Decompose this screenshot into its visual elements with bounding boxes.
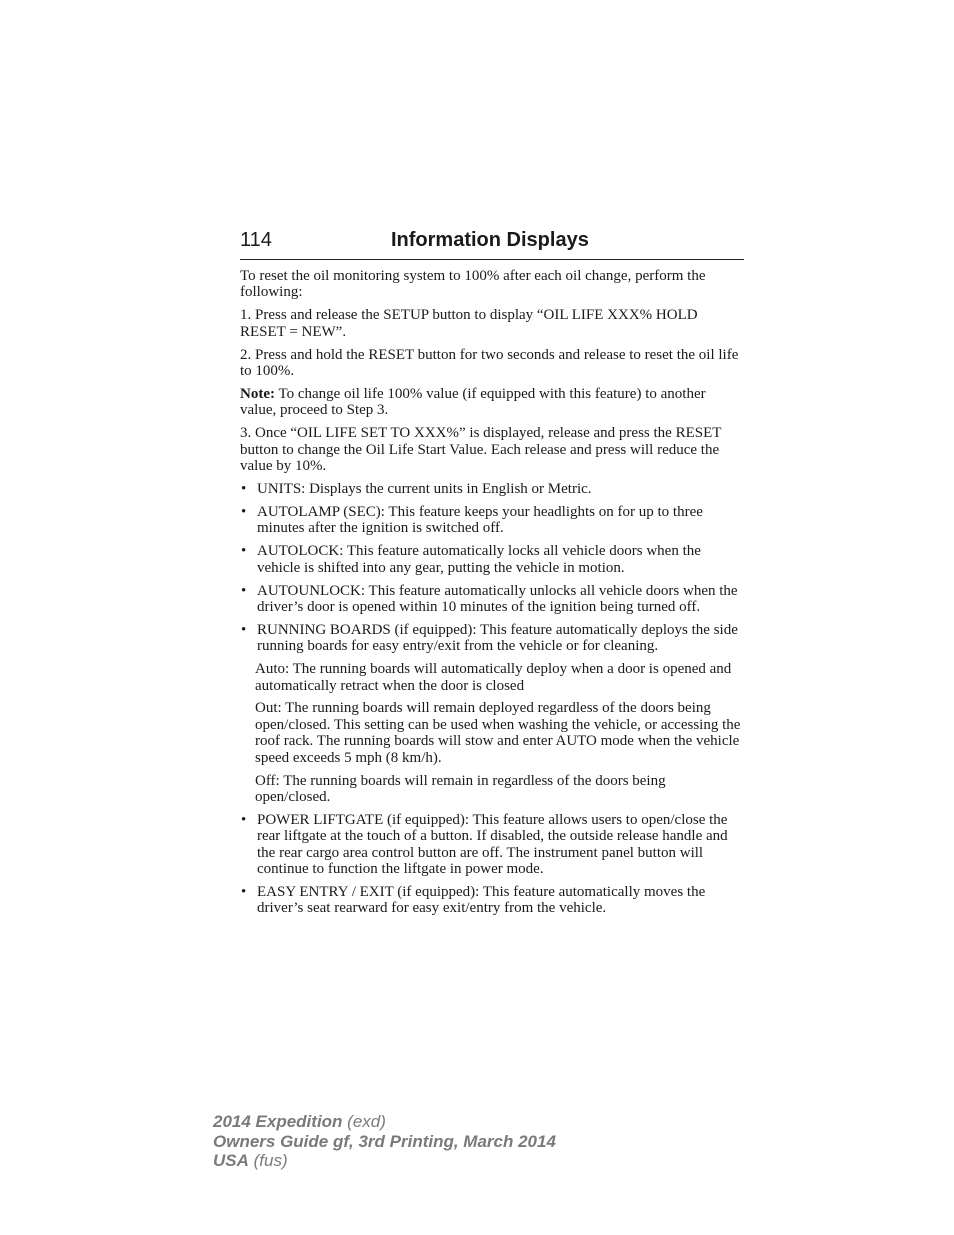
step-2: 2. Press and hold the RESET button for two seconds and release to reset the oil life to 100%. (240, 346, 739, 380)
bullet-icon: • (241, 582, 247, 599)
section-title: Information Displays (391, 229, 589, 251)
page-header (240, 229, 744, 260)
bullet-icon: • (241, 621, 247, 638)
bullet-icon: • (241, 543, 247, 560)
bullet-icon: • (241, 503, 247, 520)
note-paragraph (240, 386, 744, 419)
note-text: To change oil life 100% value (if equipped with this feature) to another value, proceed to Step 3. (240, 385, 706, 419)
bullet-icon: • (241, 811, 247, 828)
step-1: 1. Press and release the SETUP button to display “OIL LIFE XXX% HOLD RESET = NEW”. (240, 307, 698, 340)
intro-paragraph: To reset the oil monitoring system to 100% after each oil change, perform the following: (240, 268, 706, 301)
list-item-easy-entry-exit: • EASY ENTRY / EXIT (if equipped): This feature automatically moves the driver’s seat rearward for easy exit/entry from the vehicle. (241, 884, 706, 917)
note-label: Note: (240, 385, 275, 402)
page-footer (213, 1112, 556, 1171)
list-item-power-liftgate: • POWER LIFTGATE (if equipped): This feature allows users to open/close the rear liftgate at the touch of a button. If disabled, the outside release handle and the rear cargo area control button are off. The instrument panel button will continue to function the liftgate in power mode. (241, 811, 728, 878)
list-item-autolock: • AUTOLOCK: This feature automatically locks all vehicle doors when the vehicle is shifted into any gear, putting the vehicle in motion. (241, 543, 701, 576)
list-item-units: • UNITS: Displays the current units in English or Metric. (241, 480, 592, 497)
bullet-icon: • (241, 480, 247, 497)
page-number: 114 (240, 229, 272, 251)
step-3: 3. Once “OIL LIFE SET TO XXX%” is displayed, release and press the RESET button to change the Oil Life Start Value. Each release and press will reduce the value by 10%. (240, 425, 722, 475)
bullet-icon: • (241, 884, 247, 900)
footer-line-3: USA (fus) (213, 1151, 288, 1170)
running-boards-off: Off: The running boards will remain in regardless of the doors being open/closed. (255, 772, 666, 805)
list-item-autolamp: • AUTOLAMP (SEC): This feature keeps your headlights on for up to three minutes after the ignition is switched off. (241, 503, 703, 537)
running-boards-auto: Auto: The running boards will automatically deploy when a door is opened and automatically retract when the door is closed (255, 661, 732, 694)
page-body (240, 268, 744, 923)
footer-line-2: Owners Guide gf, 3rd Printing, March 2014 (213, 1131, 556, 1151)
footer-line-1: 2014 Expedition (exd) (213, 1112, 386, 1131)
list-item-running-boards: • RUNNING BOARDS (if equipped): This feature automatically deploys the side running boards for easy entry/exit from the vehicle or for cleaning. (241, 621, 738, 655)
feature-list-continued (240, 812, 744, 917)
running-boards-out: Out: The running boards will remain deployed regardless of the doors being open/closed. This setting can be used when washing the vehicle, or accessing the roof rack. The running boards will stow and enter AUTO mode when the vehicle speed exceeds 5 mph (8 km/h). (255, 700, 741, 766)
list-item-autounlock: • AUTOUNLOCK: This feature automatically unlocks all vehicle doors when the driver’s door is opened within 10 minutes of the ignition being turned off. (241, 582, 738, 615)
feature-list (240, 481, 744, 655)
